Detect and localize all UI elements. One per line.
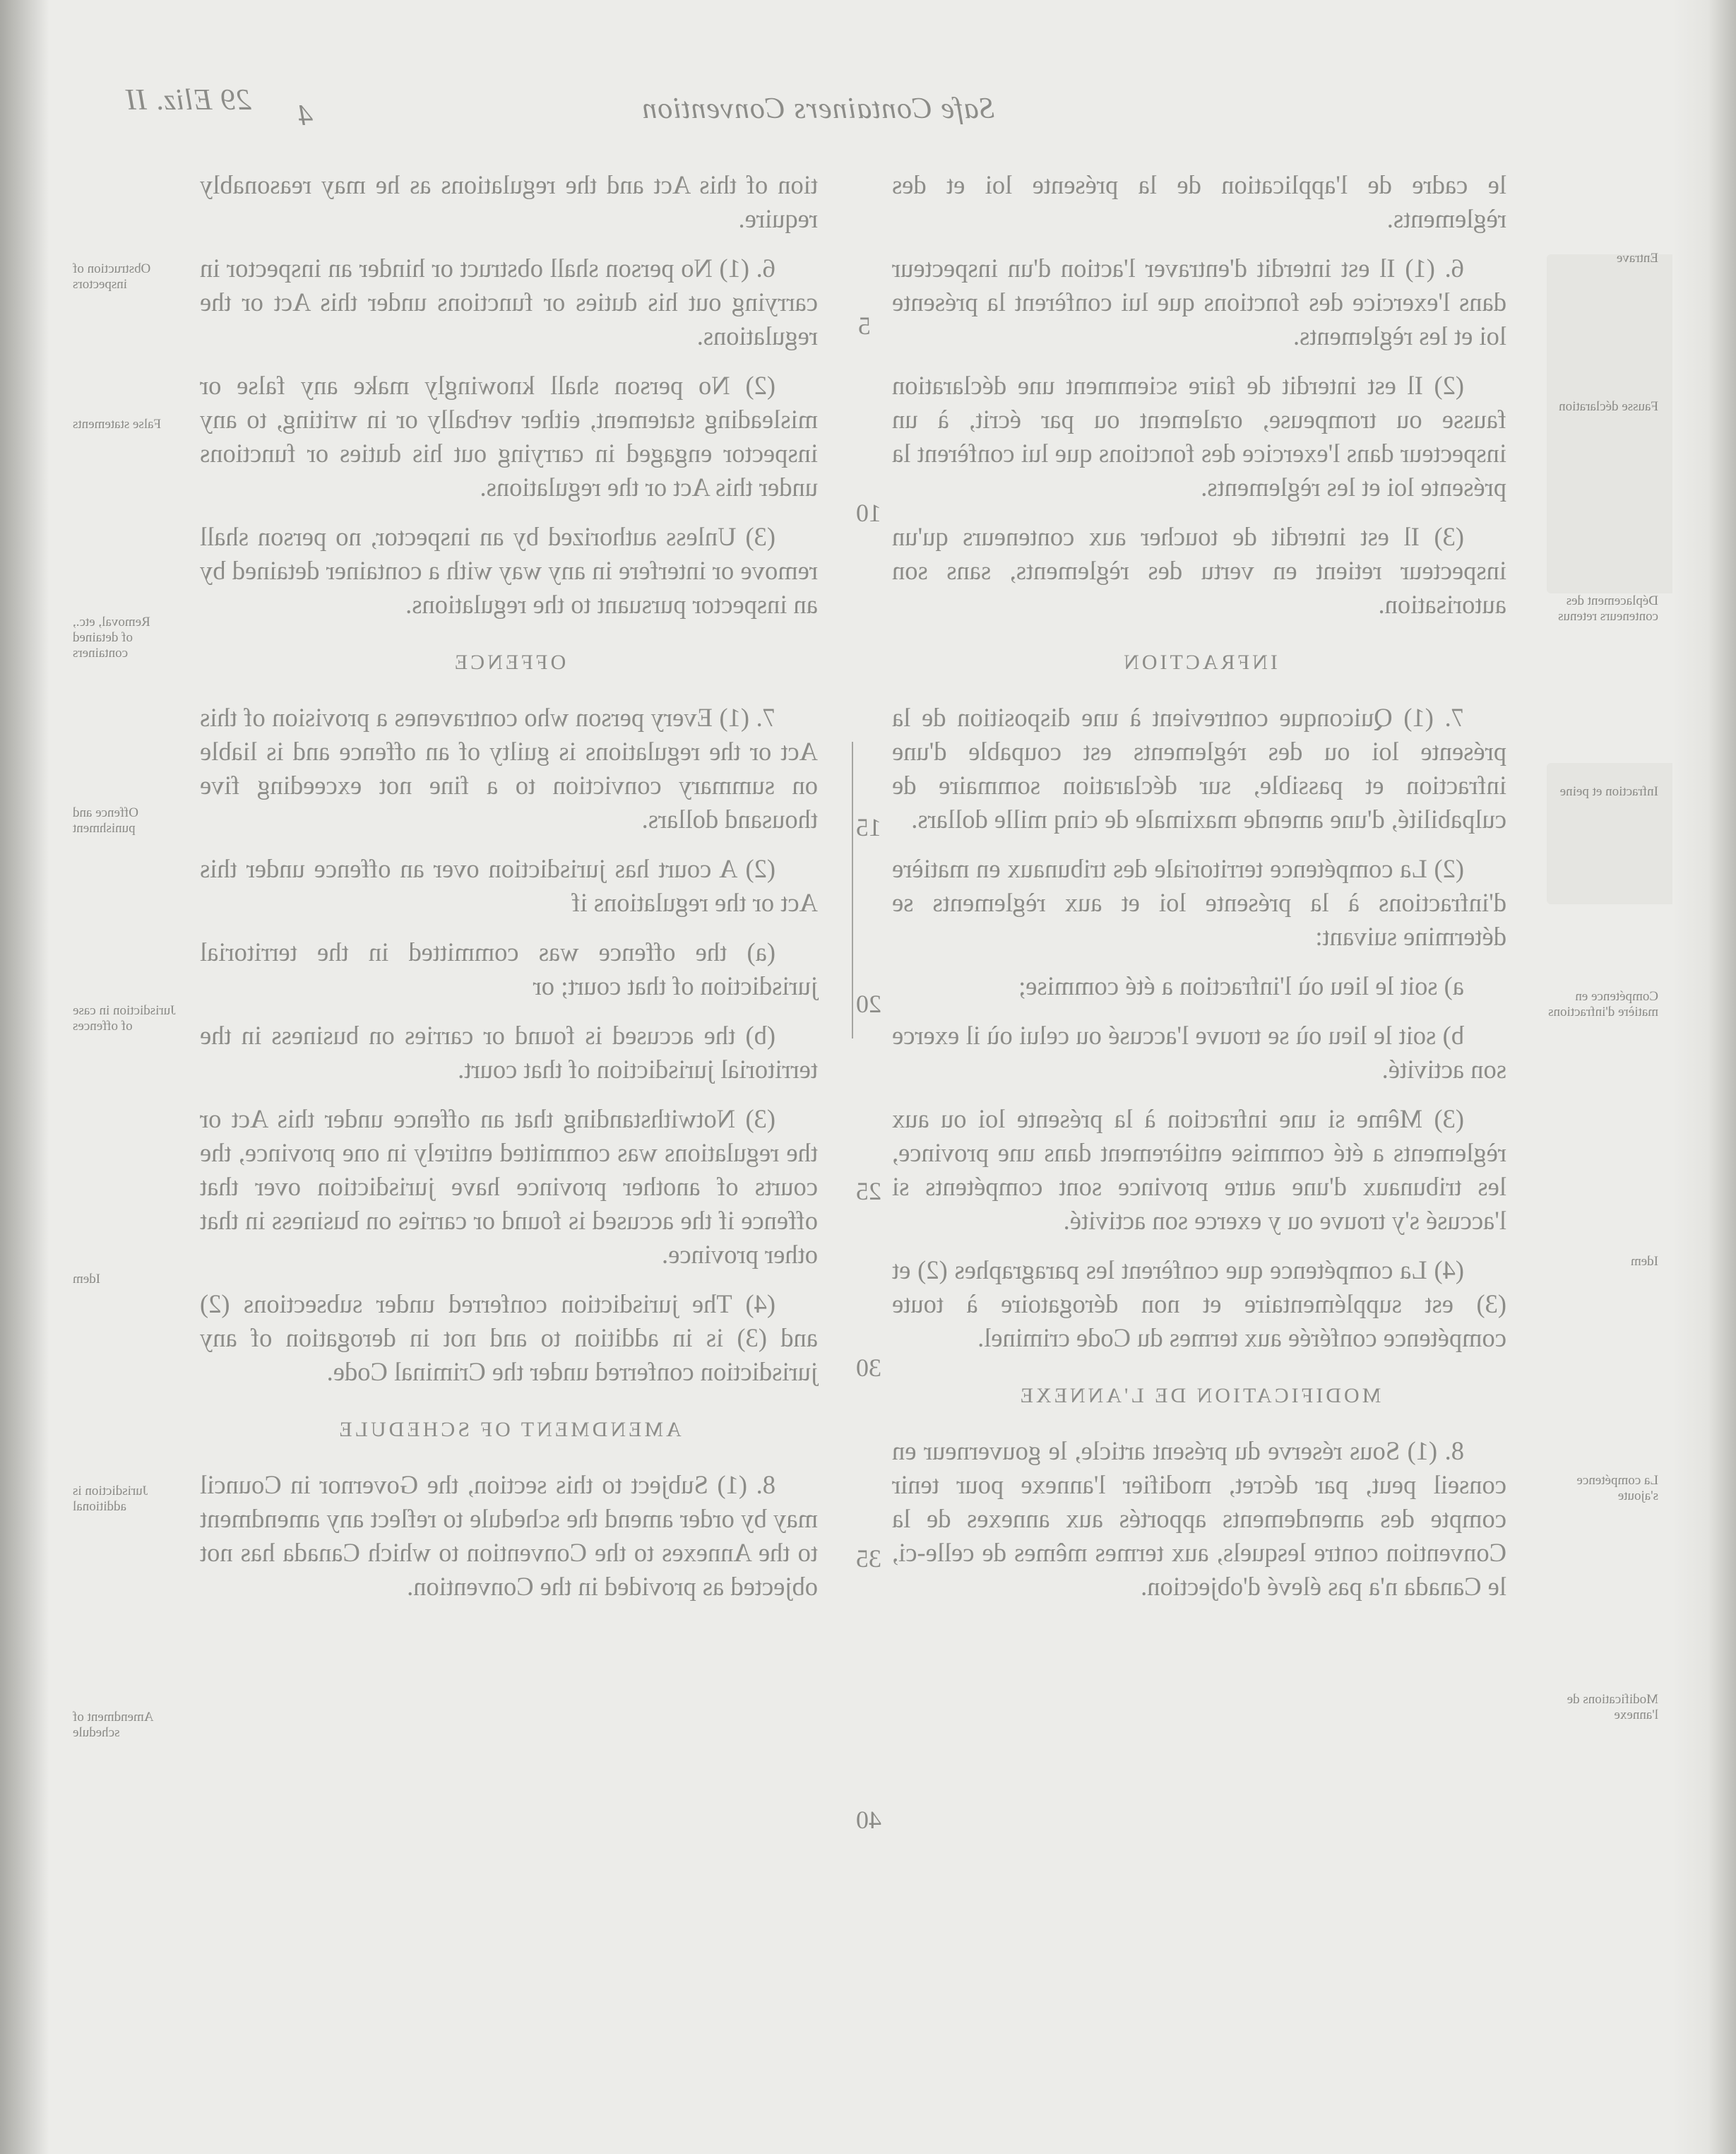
fr-s7-4: (4) La compétence que confèrent les paragraphes (2) et (3) est supplémentaire et non dérogatoire à toute compétence conférée aux termes du Code criminel.: [892, 1255, 1506, 1352]
fr-s6-2: (2) Il est interdit de faire sciemment une déclaration fausse ou trompeuse, oralement ou par écrit, à un inspecteur dans l'exercice des fonctions que lui confèrent la présente loi et les règlements.: [892, 371, 1506, 502]
margin-note-additional: Jurisdiction is additional: [73, 1484, 148, 1514]
margin-note-modifications: Modifications de l'annexe: [1566, 1692, 1658, 1722]
fr-s7-3: (3) Même si une infraction à la présente loi ou aux règlements a été commise entièrement dans une province, les tribunaux d'une autre province sont compétents si l'accusé s'y trouve ou y exerce son activité.: [892, 1104, 1506, 1235]
english-column: [200, 168, 818, 1619]
column-divider: [852, 742, 853, 1038]
margin-note-entrave: Entrave: [1616, 251, 1658, 266]
line-number-30: 30: [856, 1354, 881, 1382]
en-carry: tion of this Act and the regulations as he may reasonably require.: [200, 170, 818, 233]
fr-s8-1: 8. (1) Sous réserve du présent article, le gouverneur en conseil peut, par décret, modifier l'annexe pour tenir compte des amendements apportés aux annexes de la Convention contre lesquels, aux termes mêmes de celle-ci, le Canada n'a pas élevé d'objection.: [892, 1436, 1506, 1601]
fr-heading-modification: MODIFICATION DE L'ANNEXE: [1017, 1384, 1381, 1407]
margin-note-jurisdiction: Jurisdiction in case of offences: [73, 1003, 176, 1034]
margin-note-deplacement: Déplacement des conteneurs retenus: [1558, 593, 1658, 624]
en-heading-amendment: AMENDMENT OF SCHEDULE: [336, 1418, 682, 1441]
fr-heading-infraction: INFRACTION: [1121, 651, 1278, 674]
en-s7-2a: (a) the offence was committed in the territorial jurisdiction of that court; or: [200, 937, 818, 1000]
en-s7-2: (2) A court has jurisdiction over an offence under this Act or the regulations if: [200, 854, 818, 917]
fr-s6-3: (3) Il est interdit de toucher aux conteneurs qu'un inspecteur retient en vertu des règlements, sans son autorisation.: [892, 522, 1506, 619]
en-s7-2b: (b) the accused is found or carries on business in the territorial jurisdiction of that court.: [200, 1021, 818, 1084]
page-title: Safe Containers Convention: [641, 93, 994, 125]
regnal-year: 29 Eliz. II: [126, 84, 251, 117]
fr-s7-2: (2) La compétence territoriale des tribunaux en matière d'infractions à la présente loi et aux règlements se détermine suivant:: [892, 854, 1506, 951]
margin-note-obstruction: Obstruction of inspectors: [73, 261, 151, 292]
margin-note-sajoute: La compétence s'ajoute: [1576, 1473, 1658, 1503]
en-s6-1: 6. (1) No person shall obstruct or hinder an inspector in carrying out his duties or functions under this Act or the regulations.: [200, 254, 818, 350]
en-s7-4: (4) The jurisdiction conferred under subsections (2) and (3) is in addition to and not in derogation of any jurisdiction conferred under the Criminal Code.: [200, 1289, 818, 1386]
margin-note-amendment: Amendment of schedule: [73, 1710, 154, 1740]
margin-note-competence: Compétence en matière d'infractions: [1548, 989, 1658, 1019]
en-s6-2: (2) No person shall knowingly make any false or misleading statement, either verbally or in writing, to any inspector engaged in carrying out his duties or functions under this Act or the regulations.: [200, 371, 818, 502]
line-number-40: 40: [856, 1806, 881, 1834]
margin-note-removal: Removal, etc., of detained containers: [73, 615, 150, 661]
margin-note-false-statements: False statements: [73, 417, 162, 432]
en-heading-offence: OFFENCE: [451, 651, 566, 674]
line-number-5: 5: [858, 312, 871, 340]
page-number: 4: [297, 100, 313, 132]
en-s7-3: (3) Notwithstanding that an offence under this Act or the regulations was committed entirely in one province, the courts of another province have jurisdiction over that offence if the accused is found or carries on business in that other province.: [200, 1104, 818, 1269]
margin-note-idem: Idem: [73, 1272, 101, 1286]
fr-s7-2b: b) soit le lieu où se trouve l'accusé ou celui où il exerce son activité.: [892, 1021, 1506, 1084]
line-number-10: 10: [856, 499, 881, 527]
en-s7-1: 7. (1) Every person who contravenes a provision of this Act or the regulations is guilty of an offence and is liable on summary conviction to a fine not exceeding five thousand dollars.: [200, 703, 818, 834]
en-s8-1: 8. (1) Subject to this section, the Governor in Council may by order amend the schedule to reflect any amendment to the Annexes to the Convention to which Canada has not objected as provided in the Convention.: [200, 1470, 818, 1601]
line-number-20: 20: [856, 990, 881, 1018]
fr-s6-1: 6. (1) Il est interdit d'entraver l'action d'un inspecteur dans l'exercice des fonctions que lui confèrent la présente loi et les règlements.: [892, 254, 1506, 350]
fr-carry: le cadre de l'application de la présente loi et des règlements.: [892, 170, 1506, 233]
line-number-15: 15: [856, 813, 881, 841]
line-number-25: 25: [856, 1177, 881, 1205]
margin-note-fausse-declaration: Fausse déclaration: [1559, 399, 1658, 414]
fr-s7-1: 7. (1) Quiconque contrevient à une disposition de la présente loi ou des règlements est coupable d'une infraction et passible, sur déclaration sommaire de culpabilité, d'une amende maximale de cinq mille dollars.: [892, 703, 1506, 834]
margin-note-infraction: Infraction et peine: [1559, 784, 1658, 799]
en-s6-3: (3) Unless authorized by an inspector, no person shall remove or interfere in any way with a container detained by an inspector pursuant to the regulations.: [200, 522, 818, 619]
fr-s7-2a: a) soit le lieu où l'infraction a été commise;: [1018, 971, 1464, 1000]
margin-note-offence: Offence and punishment: [73, 805, 139, 836]
french-column: [892, 168, 1506, 1619]
margin-note-idem-fr: Idem: [1630, 1254, 1658, 1269]
line-number-35: 35: [856, 1544, 881, 1573]
